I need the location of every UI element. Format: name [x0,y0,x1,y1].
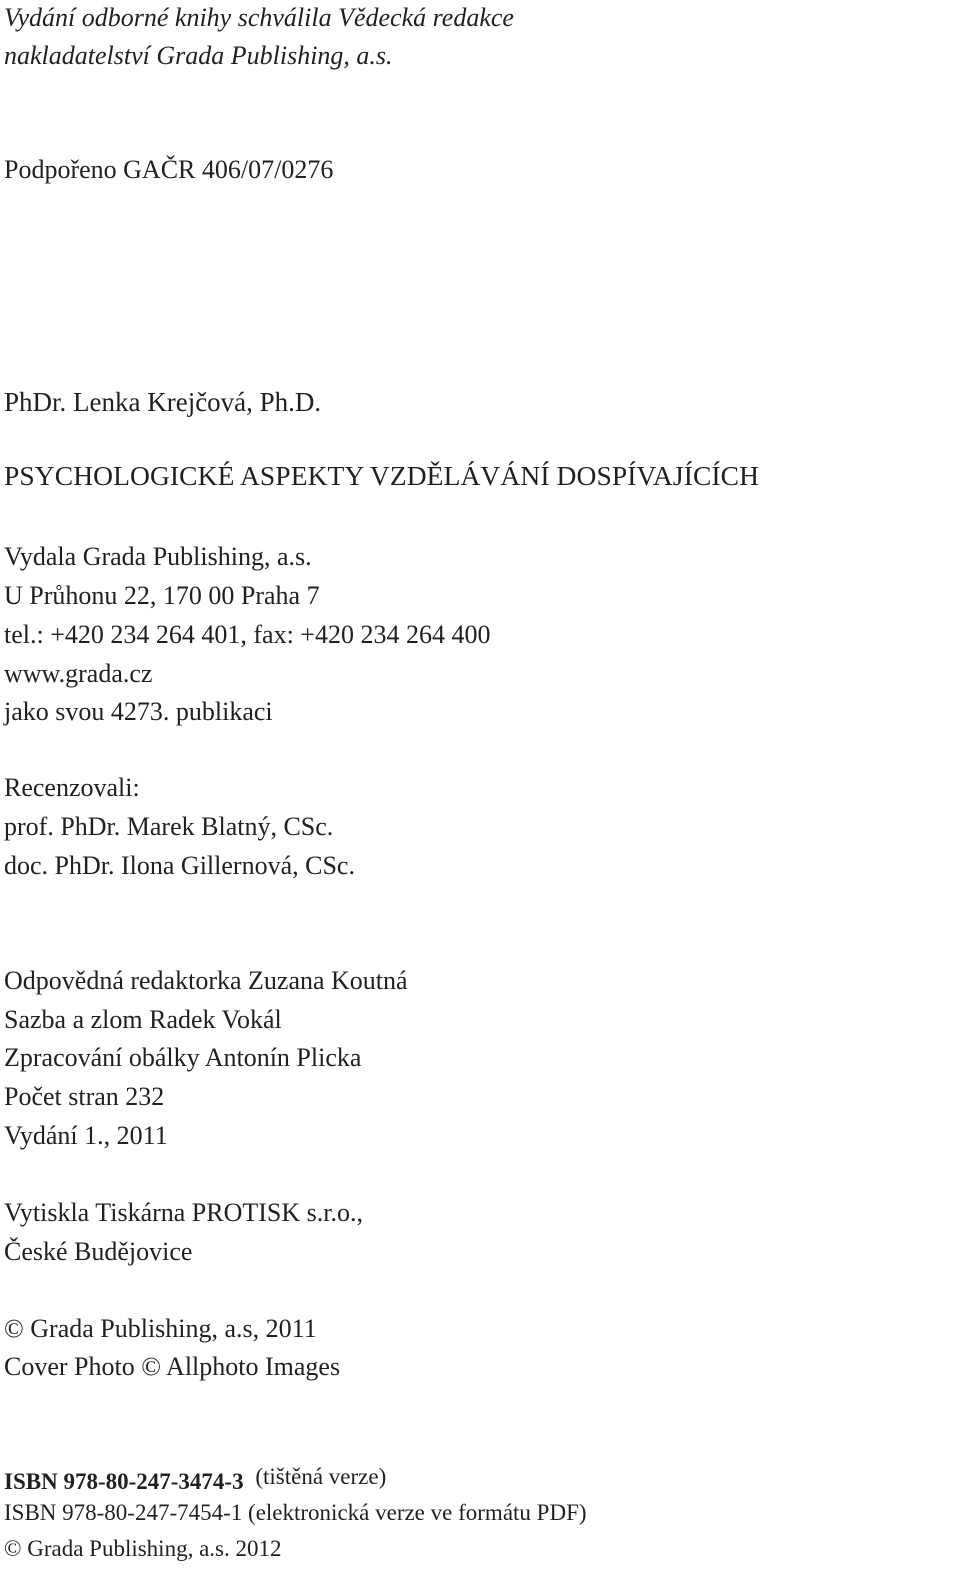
author-name: PhDr. Lenka Krejčová, Ph.D. [4,387,322,417]
printer-line-2: České Budějovice [4,1237,193,1266]
isbn-electronic: ISBN 978-80-247-7454-1 (elektronická verze ve formátu PDF) [4,1500,587,1525]
grant-line: Podpořeno GAČR 406/07/0276 [4,155,334,184]
approval-line-1: Vydání odborné knihy schválila Vědecká redakce [4,3,514,32]
publisher-address: U Průhonu 22, 170 00 Praha 7 [4,581,320,610]
credit-pages: Počet stran 232 [4,1082,165,1111]
reviewer-2: doc. PhDr. Ilona Gillernová, CSc. [4,851,355,880]
book-title: PSYCHOLOGICKÉ ASPEKTY VZDĚLÁVÁNÍ DOSPÍVAJÍCÍCH [4,460,760,491]
approval-line-2: nakladatelství Grada Publishing, a.s. [4,41,393,70]
copyright-2012: © Grada Publishing, a.s. 2012 [4,1536,282,1561]
reviewer-1: prof. PhDr. Marek Blatný, CSc. [4,812,334,841]
copyright-line-1: © Grada Publishing, a.s, 2011 [4,1314,317,1343]
credit-edition: Vydání 1., 2011 [4,1121,168,1150]
credit-editor: Odpovědná redaktorka Zuzana Koutná [4,966,408,995]
copyright-line-2: Cover Photo © Allphoto Images [4,1352,341,1381]
printer-line-1: Vytiskla Tiskárna PROTISK s.r.o., [4,1198,363,1227]
isbn-print-note: (tištěná verze) [255,1464,387,1489]
reviewers-heading: Recenzovali: [4,773,140,802]
credit-typesetting: Sazba a zlom Radek Vokál [4,1005,282,1034]
publication-number: jako svou 4273. publikaci [4,697,273,726]
isbn-print-row [4,1464,387,1497]
publisher-line-1: Vydala Grada Publishing, a.s. [4,542,312,571]
credit-cover: Zpracování obálky Antonín Plicka [4,1043,362,1072]
isbn-print: ISBN 978-80-247-3474-3 [4,1469,244,1494]
publisher-website: www.grada.cz [4,659,153,688]
publisher-phone: tel.: +420 234 264 401, fax: +420 234 264 400 [4,620,491,649]
